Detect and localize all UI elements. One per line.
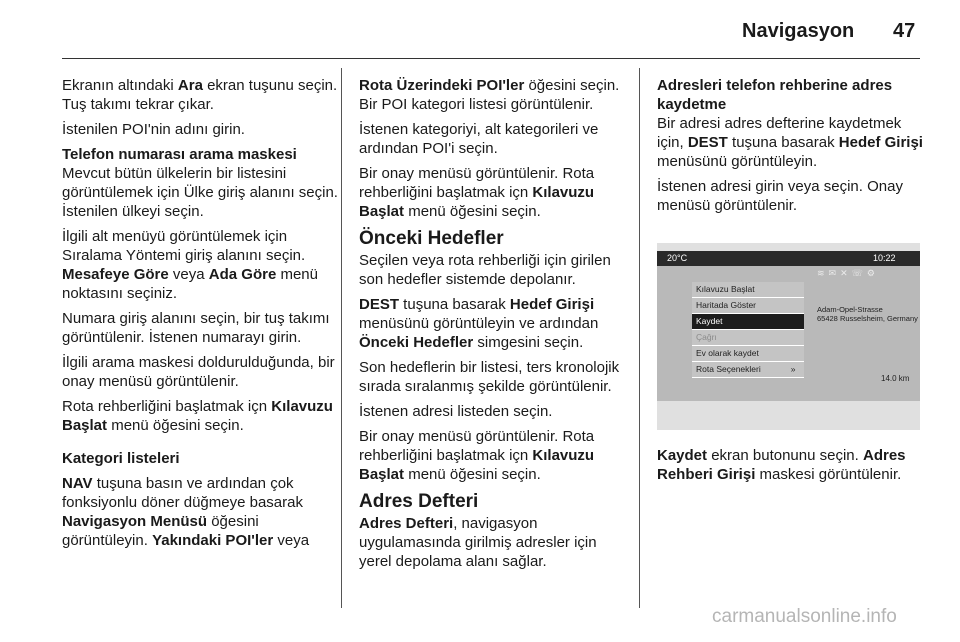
column-1 [62, 76, 338, 556]
paragraph: İstenen adresi girin veya seçin. Onay menüsü görüntülenir. [657, 178, 903, 214]
page-number: 47 [893, 20, 916, 42]
display-screenshot [657, 243, 920, 430]
menu-item[interactable]: Kaydet [692, 314, 804, 330]
paragraph: Son hedeflerin bir listesi, ters kronolojik sırada sıralanmış şekilde görüntülenir. [359, 359, 620, 395]
paragraph: DEST tuşuna basarak Hedef Girişi menüsünü görüntüleyin ve ardından Önceki Hedefler simgesini seçin. [359, 296, 599, 351]
address-street: Adam-Opel-Strasse [817, 305, 883, 314]
mute-icon: ✕ [840, 268, 852, 278]
paragraph: Mevcut bütün ülkelerin bir listesini görüntülemek için Ülke giriş alanını seçin. İstenilen ülkeyi seçin. [62, 165, 338, 220]
paragraph: Rota Üzerindeki POI'ler öğesini seçin. Bir POI kategori listesi görüntülenir. [359, 77, 620, 113]
mail-icon: ✉ [828, 268, 841, 278]
menu-item[interactable]: Kılavuzu Başlat [692, 282, 804, 298]
menu-item[interactable]: Haritada Göster [692, 298, 804, 314]
paragraph: Rota rehberliğini başlatmak içn Kılavuzu Başlat menü öğesini seçin. [62, 398, 333, 434]
paragraph: Bir adresi adres defterine kaydetmek için, DEST tuşuna basarak Hedef Girişi menüsünü görüntüleyin. [657, 115, 923, 170]
wifi-icon: ≋ [817, 268, 829, 278]
paragraph: İstenen adresi listeden seçin. [359, 403, 553, 420]
menu-item[interactable]: Ev olarak kaydet [692, 346, 804, 362]
temperature: 20°C [667, 253, 688, 263]
subheading: Adresleri telefon rehberine adres kaydetme [657, 77, 893, 113]
page-header-title: Navigasyon [742, 20, 855, 42]
infotainment-screen [657, 251, 920, 401]
paragraph: Bir onay menüsü görüntülenir. Rota rehberliğini başlatmak içn Kılavuzu Başlat menü öğesini seçin. [359, 165, 595, 220]
watermark: carmanualsonline.info [712, 606, 897, 627]
column-3 [657, 76, 923, 221]
address-text [817, 305, 918, 323]
paragraph: İstenilen POI'nin adını girin. [62, 121, 245, 138]
paragraph: Adres Defteri, navigasyon uygulamasında girilmiş adresler için yerel depolama alanı sağlar. [359, 515, 597, 570]
paragraph: Kaydet ekran butonunu seçin. Adres Rehberi Girişi maskesi görüntülenir. [657, 447, 906, 483]
paragraph: Seçilen veya rota rehberliği için girilen son hedefler sistemde depolanır. [359, 252, 611, 288]
section-heading: Önceki Hedefler [359, 228, 504, 249]
section-heading: Adres Defteri [359, 491, 479, 512]
subheading: Kategori listeleri [62, 450, 180, 467]
chevron-right-icon: » [790, 364, 796, 374]
status-bar [657, 251, 920, 266]
column-divider-2 [639, 68, 640, 608]
paragraph: Bir onay menüsü görüntülenir. Rota rehberliğini başlatmak içn Kılavuzu Başlat menü öğesini seçin. [359, 428, 595, 483]
paragraph: NAV tuşuna basın ve ardından çok fonksiyonlu döner düğmeye basarak Navigasyon Menüsü öğesini görüntüleyin. Yakındaki POI'ler veya [62, 475, 310, 549]
paragraph: İlgili arama maskesi doldurulduğunda, bir onay menüsü görüntülenir. [62, 354, 335, 390]
column-2 [359, 76, 629, 577]
col3-after-image [657, 446, 923, 490]
paragraph: İlgili alt menüyü görüntülemek için Sıralama Yöntemi giriş alanını seçin. Mesafeye Göre veya Ada Göre menü noktasını seçiniz. [62, 228, 318, 302]
paragraph: İstenen kategoriyi, alt kategorileri ve ardından POI'i seçin. [359, 121, 599, 157]
paragraph: Ekranın altındaki Ara ekran tuşunu seçin. Tuş takımı tekrar çıkar. [62, 77, 338, 113]
menu-item[interactable]: Rota Seçenekleri » [692, 362, 804, 378]
clock: 10:22 [873, 253, 896, 263]
address-city: 65428 Russelsheim, Germany [817, 314, 918, 323]
paragraph: Numara giriş alanını seçin, bir tuş takımı görüntülenir. İstenen numarayı girin. [62, 310, 330, 346]
subheading: Telefon numarası arama maskesi [62, 146, 297, 163]
menu-item[interactable]: Çağrı [692, 330, 804, 346]
phone-icon: ☏ [851, 268, 867, 278]
confirmation-menu [692, 282, 804, 378]
settings-icon: ⚙ [866, 268, 879, 278]
status-icons [817, 268, 879, 279]
header-rule [62, 58, 920, 59]
distance: 14.0 km [881, 374, 910, 383]
column-divider-1 [341, 68, 342, 608]
